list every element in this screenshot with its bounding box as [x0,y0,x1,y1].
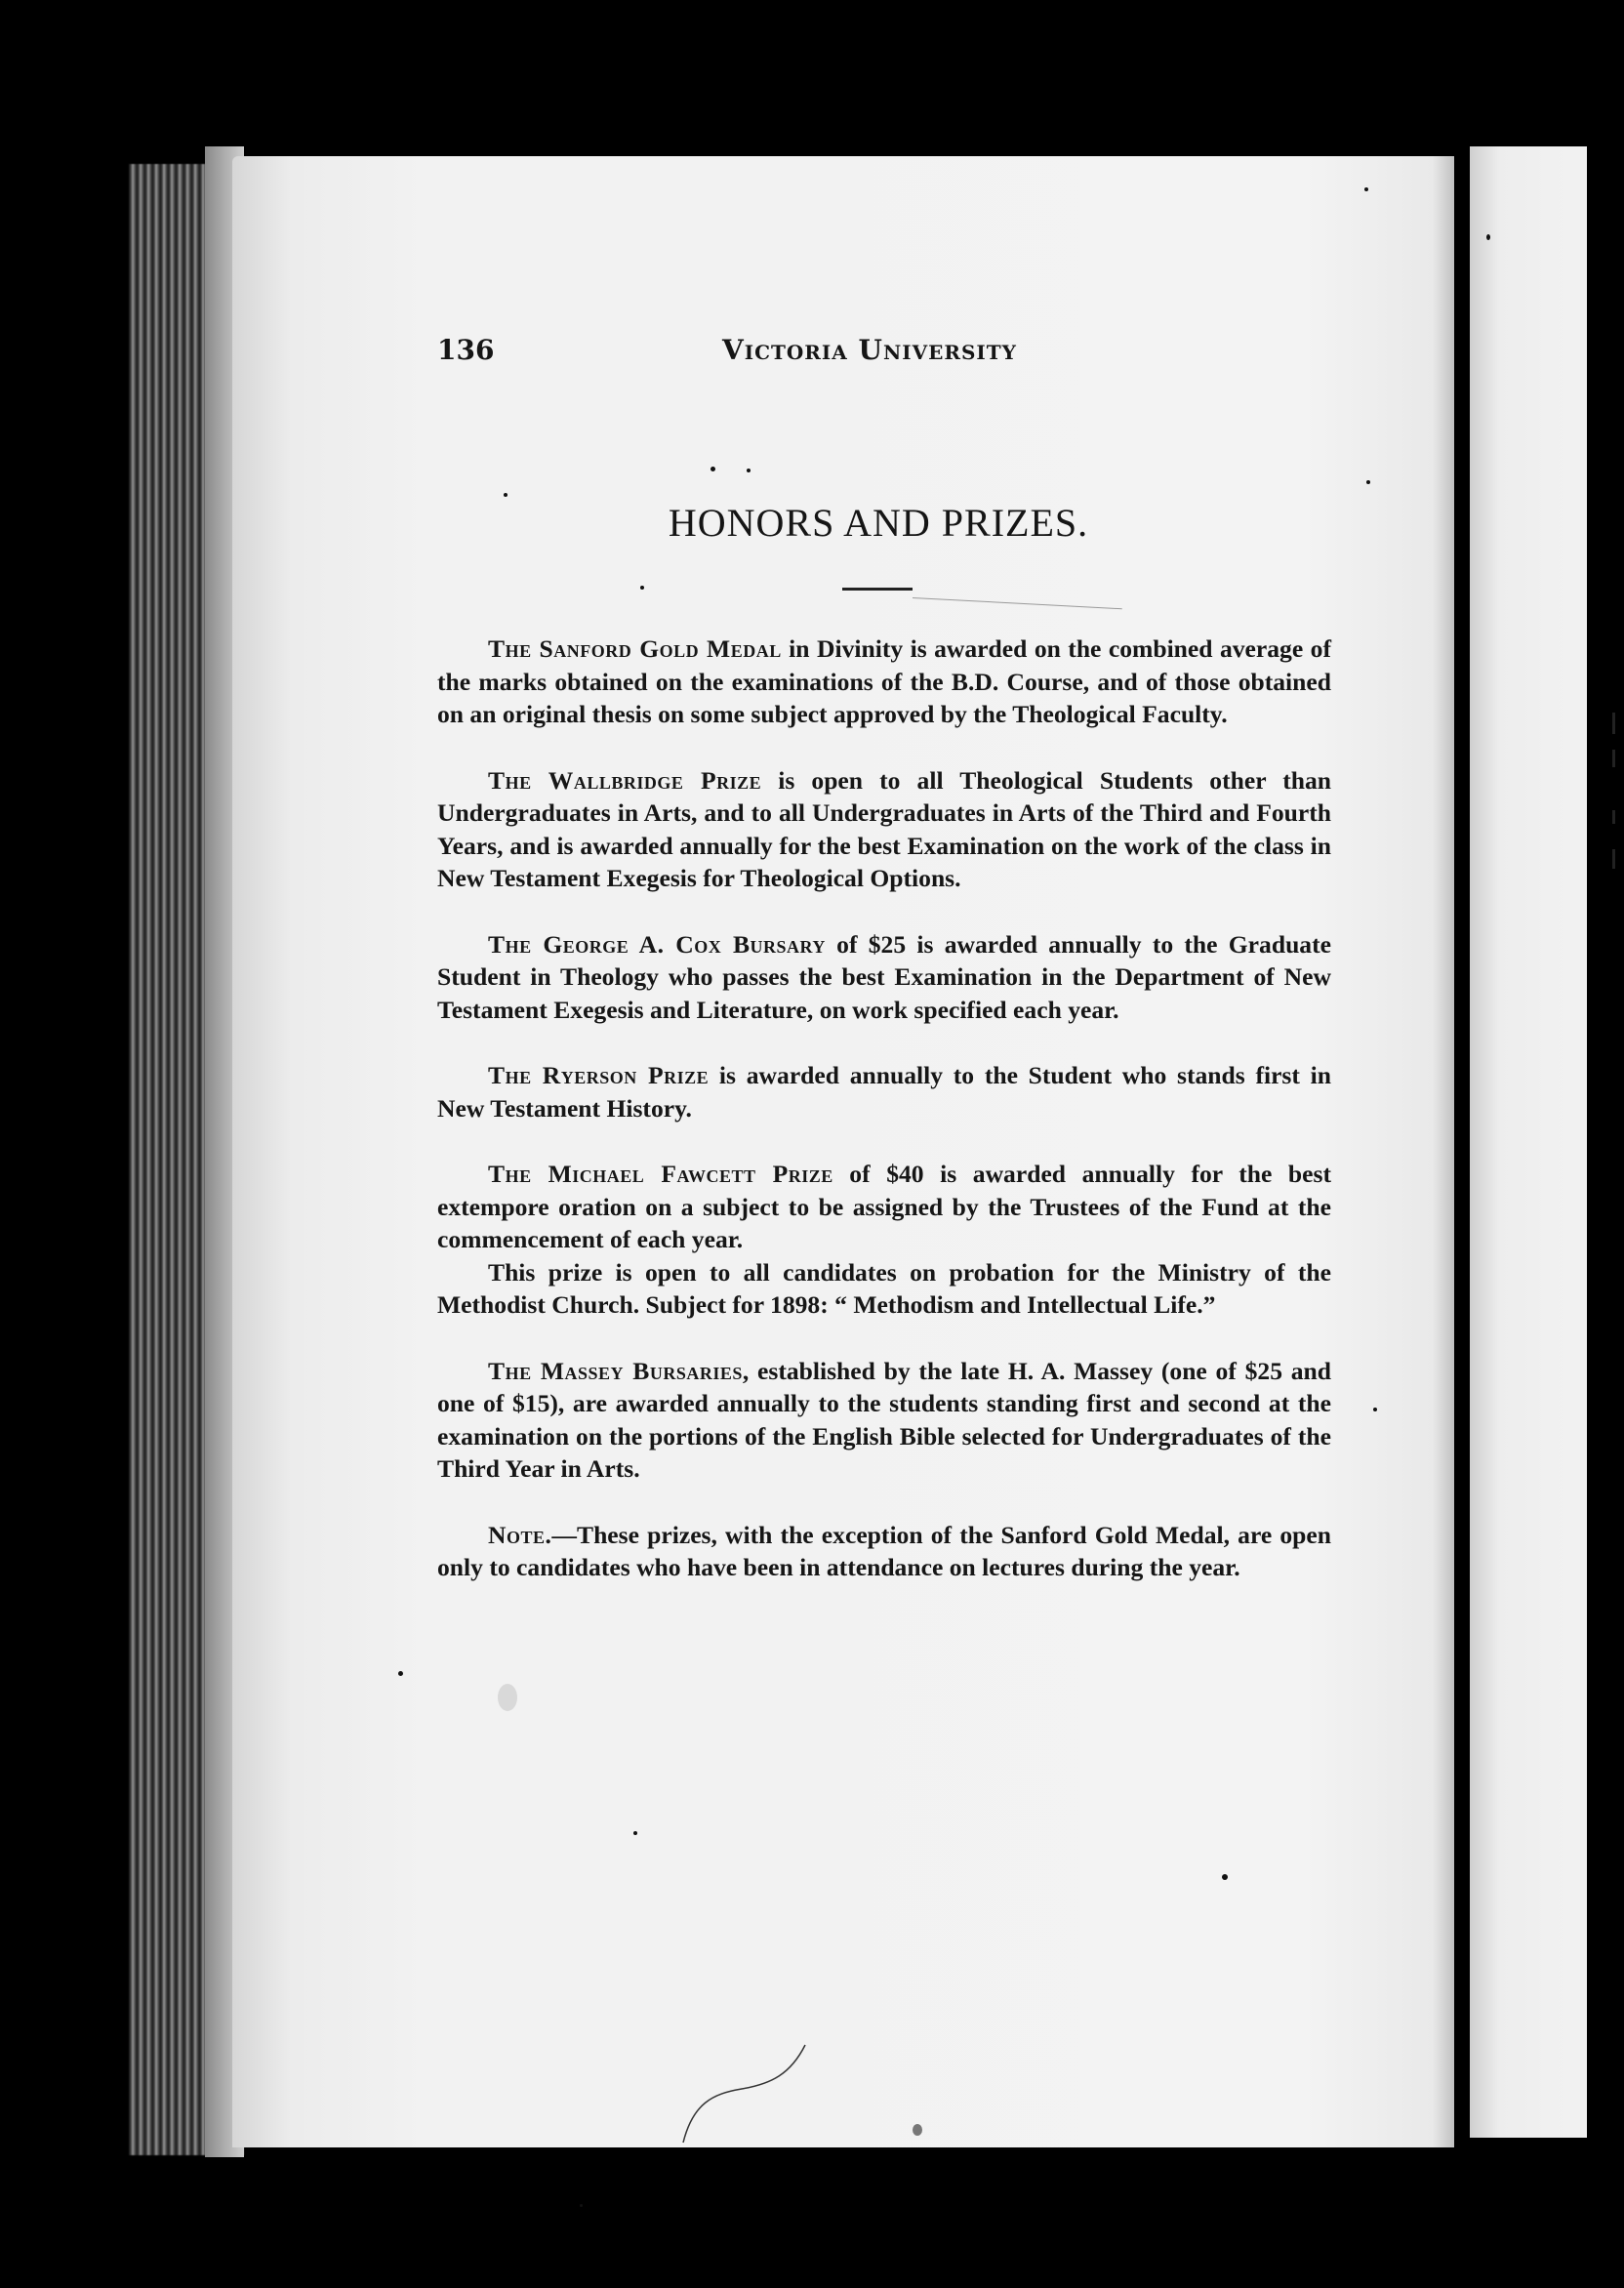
section-title: HONORS AND PRIZES. [668,501,1089,545]
paragraph-text: is awarded annually to the Student who stands first in New Testament History. [437,1061,1331,1123]
paragraph-lead: Note. [488,1520,552,1549]
scan-speck [710,467,715,471]
paragraph-ryerson-prize [437,1059,1331,1124]
facing-page-sliver [1470,146,1587,2138]
scan-speck [1364,187,1368,191]
scan-speck [1486,234,1490,240]
paragraph-lead: The Michael Fawcett Prize [488,1160,833,1188]
paragraph-note [437,1519,1331,1584]
paragraph-text: , established by the late H. A. Massey (one of $25 and one of $15), are awarded annually to the students standing first and second at the examination on the portions of the English Bible selected for Undergraduates of the Third Year in Arts. [437,1356,1332,1483]
paragraph-text: of $40 is awarded annually for the best extempore oration on a subject to be assigned by the Trustees of the Fund at the commencement of each year. [437,1160,1332,1253]
text-fragment [1612,810,1615,824]
scan-speck [580,2204,583,2207]
paragraph-text: of $25 is awarded annually to the Graduate Student in Theology who passes the best Examination in the Department of New Testament Exegesis and Literature, on work specified each year. [437,929,1331,1024]
text-fragment [1612,750,1615,767]
title-rule [842,588,913,591]
scan-speck [1222,1874,1228,1880]
stray-pen-mark [673,2035,820,2152]
scan-speck [640,586,644,590]
scan-speck [398,1671,403,1676]
paragraph-cox-bursary [437,928,1331,1027]
paragraph-lead: The Massey Bursaries [488,1356,743,1385]
paragraph-text: is open to all Theological Students other than Undergraduates in Arts, and to all Undergraduates in Arts of the Third and Fourth Years, and is awarded annually for the best Examination on the work of the class in New Testament Exegesis for Theological Options. [437,765,1331,892]
scan-speck [633,1831,637,1835]
page-number: 136 [437,334,495,366]
scan-speck [1366,480,1370,484]
running-head [437,334,1042,383]
paragraph-lead: The Sanford Gold Medal [488,634,782,663]
running-title: Victoria University [722,334,1017,366]
paragraph-fawcett-eligibility [437,1256,1331,1322]
paragraph-lead: The George A. Cox Bursary [488,929,826,959]
facing-page-text-fragments [1612,713,1620,908]
body-text [437,633,1331,1617]
text-fragment [1612,713,1615,734]
paragraph-text: in Divinity is awarded on the combined average of the marks obtained on the examinations of the B.D. Course, and of those obtained on an original thesis on some subject approved by the Theological Faculty. [437,634,1331,728]
paragraph-massey-bursaries [437,1355,1331,1486]
scan-speck [913,2124,922,2136]
scan-speck [1373,1408,1377,1411]
scan-speck [747,469,751,472]
paragraph-text: —These prizes, with the exception of the Sanford Gold Medal, are open only to candidates who have been in attendance on lectures during the year. [437,1520,1331,1581]
paragraph-text: This prize is open to all candidates on probation for the Ministry of the Methodist Church. Subject for 1898: “ Methodism and Intellectual Life.” [437,1257,1331,1319]
paragraph-lead: The Wallbridge Prize [488,765,762,795]
scan-speck [504,493,508,497]
paragraph-wallbridge-prize [437,764,1331,895]
text-fragment [1612,849,1615,869]
paragraph-fawcett-prize [437,1158,1331,1256]
scan-smudge [498,1684,517,1711]
paragraph-lead: The Ryerson Prize [488,1061,710,1089]
paragraph-sanford-gold-medal [437,633,1331,731]
